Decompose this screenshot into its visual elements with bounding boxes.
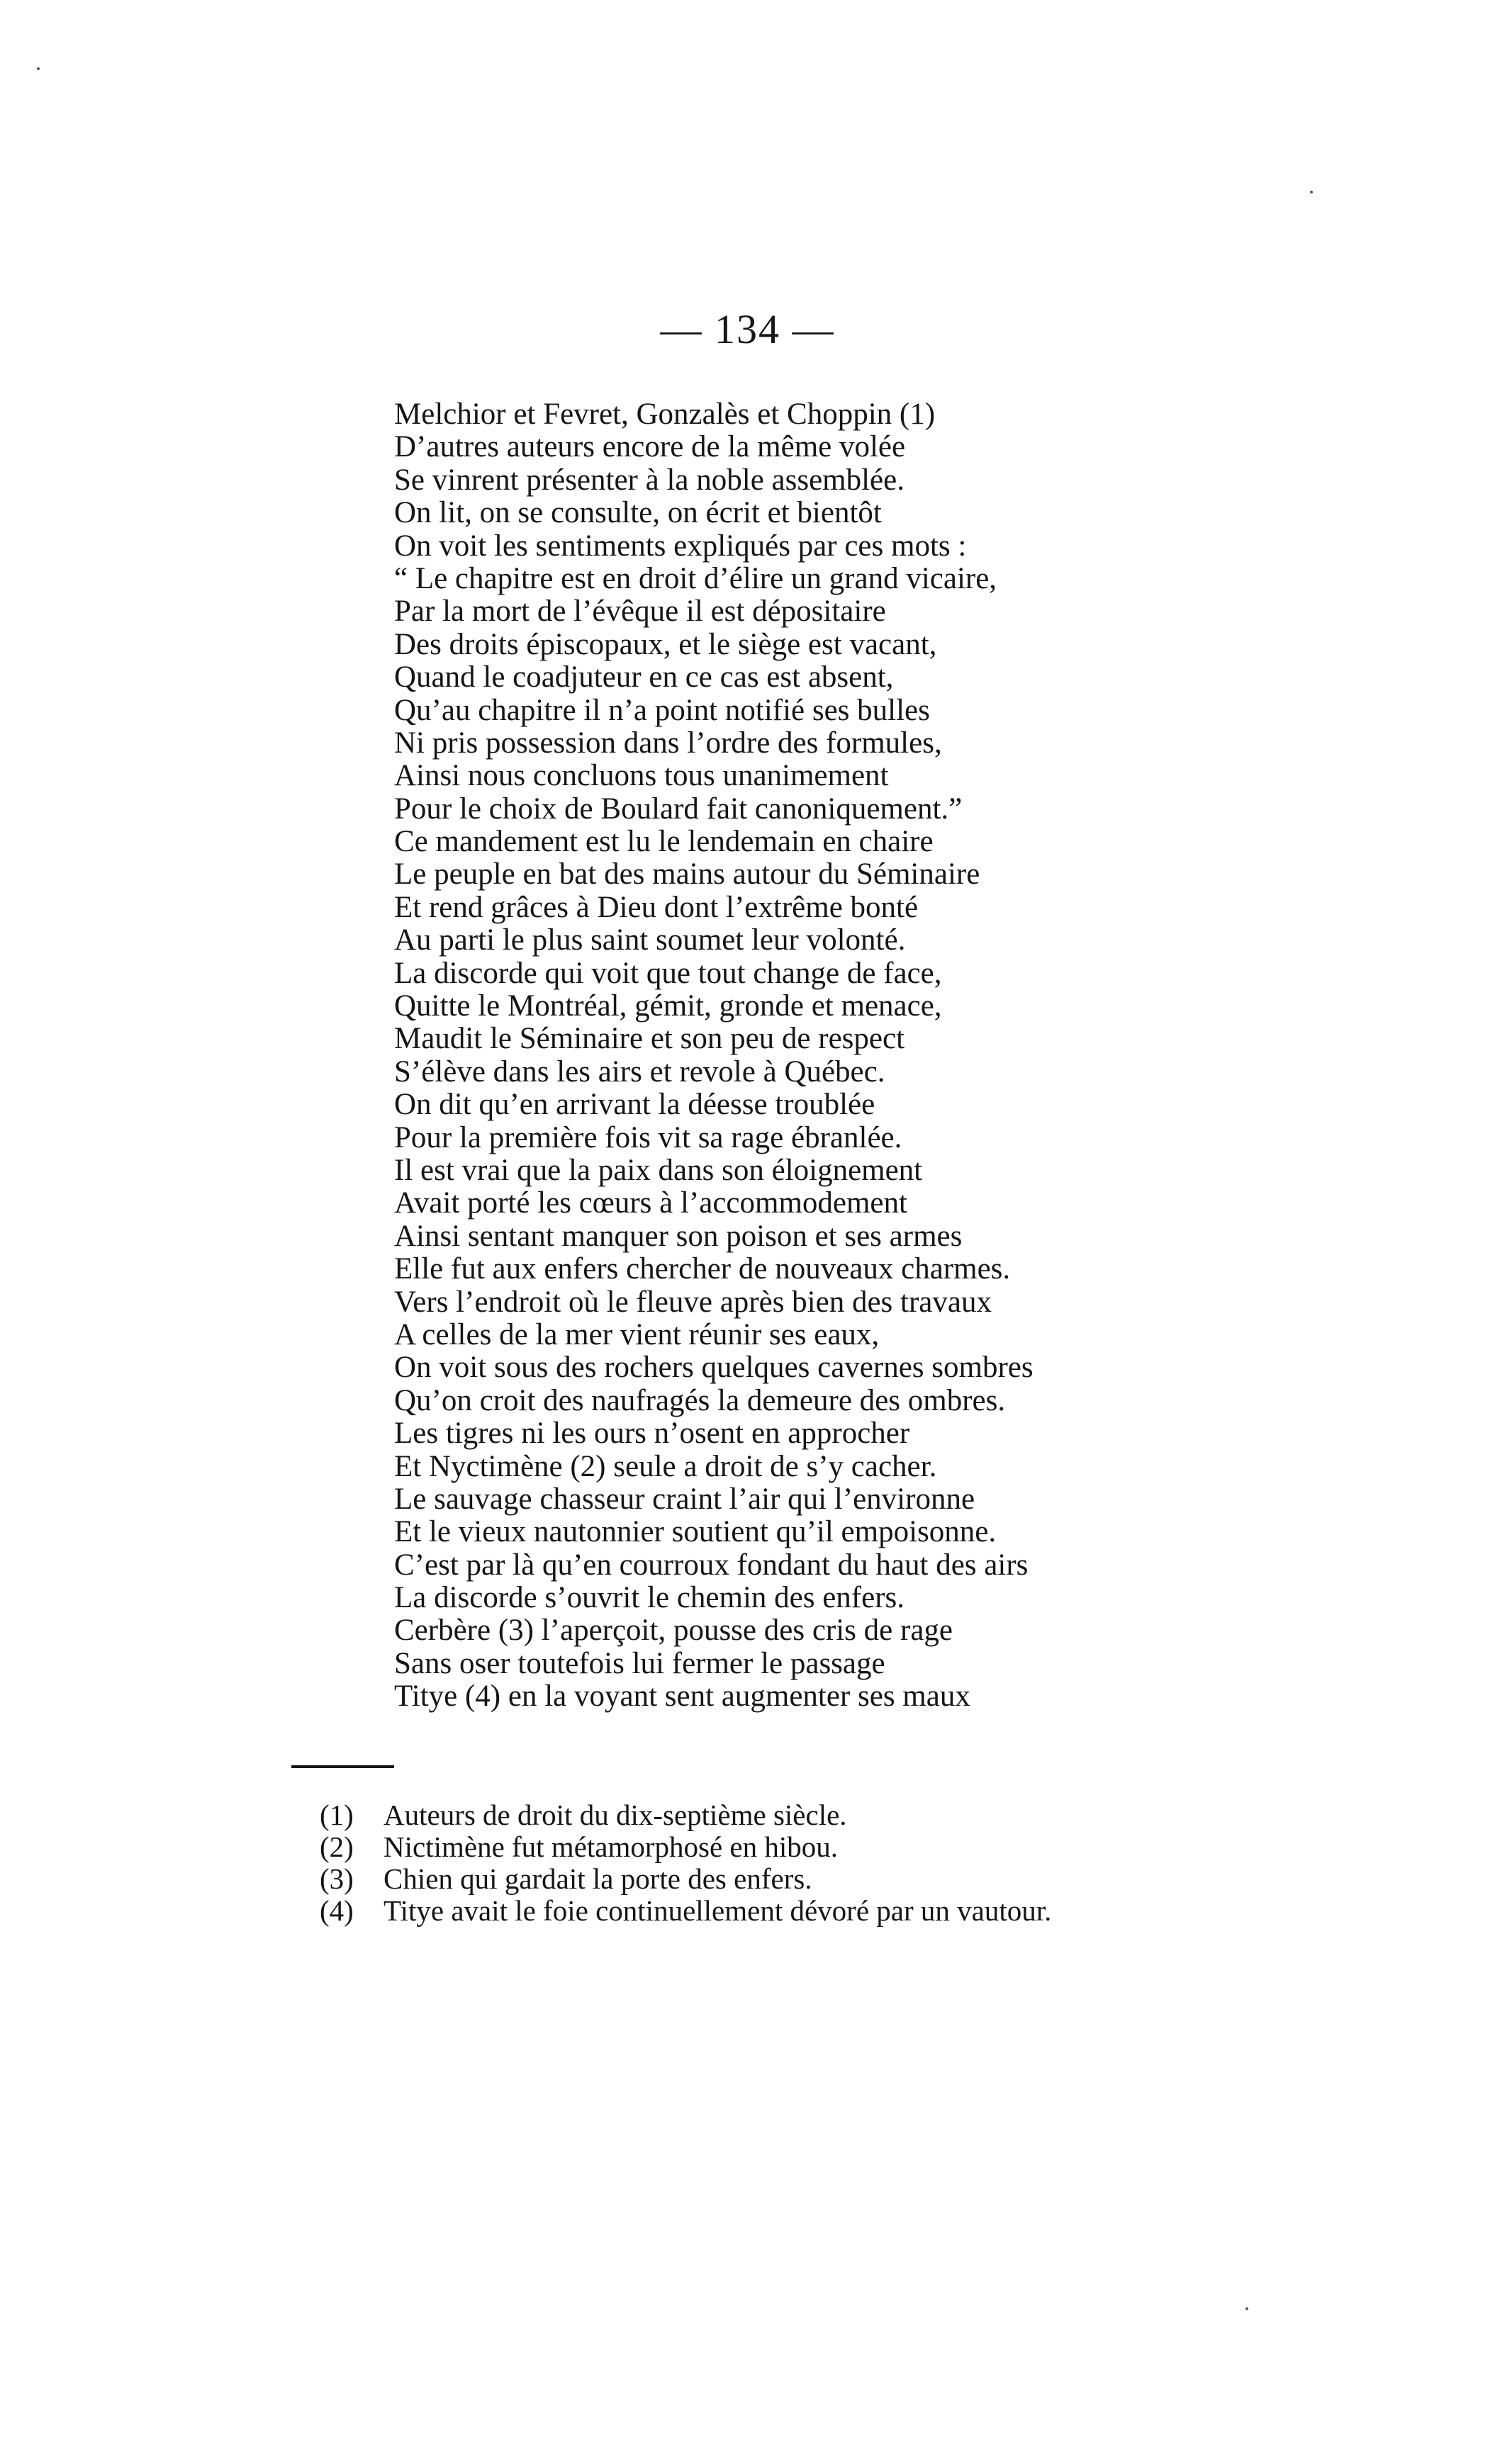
verse-line: A celles de la mer vient réunir ses eaux,: [394, 1317, 880, 1351]
verse-line: Sans oser toutefois lui fermer le passage: [394, 1646, 885, 1680]
paper-speck: [1310, 191, 1313, 193]
verse-line: La discorde qui voit que tout change de face,: [394, 956, 942, 990]
verse-line: Vers l’endroit où le fleuve après bien des travaux: [394, 1285, 992, 1319]
verse-line: D’autres auteurs encore de la même volée: [394, 430, 906, 464]
verse-line: Se vinrent présenter à la noble assemblée.: [394, 463, 905, 497]
footnote: [320, 1799, 1051, 1831]
verse-line: Et rend grâces à Dieu dont l’extrême bonté: [394, 890, 919, 924]
verse-line: Avait porté les cœurs à l’accommodement: [394, 1186, 907, 1220]
verse-line: Le peuple en bat des mains autour du Séminaire: [394, 857, 980, 891]
verse-line: Et Nyctimène (2) seule a droit de s’y cacher.: [394, 1449, 937, 1483]
verse-line: Cerbère (3) l’aperçoit, pousse des cris de rage: [394, 1614, 953, 1648]
verse-line: C’est par là qu’en courroux fondant du haut des airs: [394, 1548, 1029, 1582]
footnote-text: Titye avait le foie continuellement dévoré par un vautour.: [383, 1894, 1052, 1927]
footnote-text: Auteurs de droit du dix-septième siècle.: [383, 1799, 847, 1831]
footnote: [320, 1863, 1051, 1895]
verse-line: Qu’au chapitre il n’a point notifié ses bulles: [394, 693, 930, 727]
footnote-text: Nictimène fut métamorphosé en hibou.: [383, 1830, 839, 1863]
verse-line: On dit qu’en arrivant la déesse troublée: [394, 1088, 875, 1122]
page-number: — 134 —: [660, 306, 835, 352]
verse-line: Pour la première fois vit sa rage ébranlée.: [394, 1120, 902, 1154]
verse-line: Par la mort de l’évêque il est dépositaire: [394, 595, 886, 629]
verse-line: Qu’on croit des naufragés la demeure des ombres.: [394, 1383, 1006, 1417]
verse-line: Quand le coadjuteur en ce cas est absent,: [394, 660, 894, 694]
verse-line: Ni pris possession dans l’ordre des formules,: [394, 726, 942, 760]
verse-line: Et le vieux nautonnier soutient qu’il empoisonne.: [394, 1515, 997, 1549]
footnote-number: (3): [320, 1862, 354, 1895]
verse-line: Ainsi nous concluons tous unanimement: [394, 759, 889, 793]
verse-line: Ce mandement est lu le lendemain en chaire: [394, 825, 934, 859]
footnote-number: (2): [320, 1830, 354, 1863]
footnote: [320, 1895, 1051, 1927]
verse-line: Maudit le Séminaire et son peu de respect: [394, 1022, 905, 1056]
verse-line: Pour le choix de Boulard fait canoniquement.”: [394, 792, 963, 826]
verse-line: Elle fut aux enfers chercher de nouveaux charmes.: [394, 1252, 1011, 1286]
verse-line: La discorde s’ouvrit le chemin des enfers.: [394, 1581, 905, 1615]
verse-line: Des droits épiscopaux, et le siège est vacant,: [394, 627, 937, 661]
verse-line: Les tigres ni les ours n’osent en approcher: [394, 1417, 910, 1451]
paper-speck: [37, 67, 40, 70]
verse-line: Il est vrai que la paix dans son éloignement: [394, 1153, 923, 1187]
footnote-number: (4): [320, 1894, 354, 1927]
verse-line: Le sauvage chasseur craint l’air qui l’environne: [394, 1482, 975, 1516]
footnotes: [320, 1799, 1051, 1927]
paper-speck: [1245, 2307, 1248, 2310]
footnote-text: Chien qui gardait la porte des enfers.: [383, 1862, 812, 1895]
footnote-number: (1): [320, 1799, 354, 1831]
verse-line: On lit, on se consulte, on écrit et bientôt: [394, 496, 882, 530]
verse-block: [394, 398, 1034, 1714]
verse-line: On voit sous des rochers quelques cavernes sombres: [394, 1351, 1034, 1385]
verse-line: Ainsi sentant manquer son poison et ses armes: [394, 1219, 963, 1253]
verse-line: S’élève dans les airs et revole à Québec.: [394, 1054, 885, 1088]
footnote-divider: [291, 1765, 394, 1768]
verse-line: Au parti le plus saint soumet leur volonté.: [394, 923, 906, 957]
footnote: [320, 1831, 1051, 1863]
verse-line: Melchior et Fevret, Gonzalès et Choppin (1): [394, 398, 936, 431]
verse-line: Titye (4) en la voyant sent augmenter ses maux: [394, 1680, 970, 1714]
verse-line: “ Le chapitre est en droit d’élire un grand vicaire,: [394, 561, 997, 595]
verse-line: On voit les sentiments expliqués par ces mots :: [394, 529, 967, 563]
verse-line: Quitte le Montréal, gémit, gronde et menace,: [394, 989, 942, 1023]
